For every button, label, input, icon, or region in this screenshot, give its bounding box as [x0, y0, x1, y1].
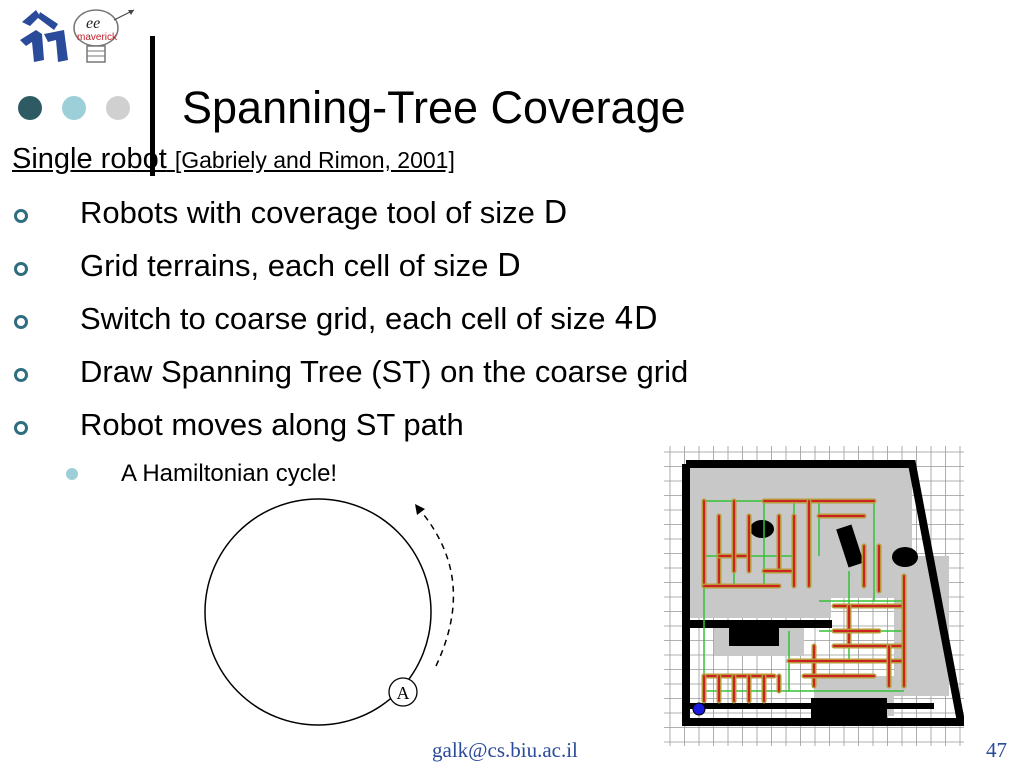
- university-logo: [14, 4, 144, 74]
- bullet-text: Draw Spanning Tree (ST) on the coarse grid: [80, 354, 689, 389]
- bullet-text: Switch to coarse grid, each cell of size: [80, 301, 615, 336]
- bullet-ring-icon: [14, 315, 28, 329]
- sub-bullet-dot-icon: [66, 468, 78, 480]
- start-node-label: A: [396, 683, 410, 703]
- bullet-text: Robots with coverage tool of size: [80, 195, 544, 230]
- logo-hebrew-mark: [20, 10, 68, 62]
- bullet-text: Grid terrains, each cell of size: [80, 248, 497, 283]
- bullet-text: Robot moves along ST path: [80, 407, 464, 442]
- decor-dot-gray: [106, 96, 130, 120]
- bullet-symbol: D: [543, 195, 568, 231]
- obstacle-areas: [686, 468, 949, 716]
- logo-text-ee: ee: [86, 15, 101, 32]
- subtitle-main: Single robot: [12, 143, 167, 175]
- slide-title: Spanning-Tree Coverage: [182, 82, 686, 133]
- robot-start-marker: [693, 703, 705, 715]
- arrow-head-icon: [415, 504, 425, 515]
- decor-dot-teal: [62, 96, 86, 120]
- sub-bullet-text: A Hamiltonian cycle!: [121, 460, 338, 487]
- hamiltonian-cycle-diagram: [196, 496, 476, 726]
- bullet-ring-icon: [14, 209, 28, 223]
- bullet-ring-icon: [14, 262, 28, 276]
- bullet-ring-icon: [14, 421, 28, 435]
- cycle-direction-arrow: [420, 510, 453, 666]
- footer-email: galk@cs.biu.ac.il: [432, 738, 578, 762]
- subtitle-citation: [Gabriely and Rimon, 2001]: [174, 147, 455, 173]
- bullet-ring-icon: [14, 368, 28, 382]
- decor-dot-dark: [18, 96, 42, 120]
- coverage-grid-figure: [664, 446, 964, 746]
- logo-text-maverick: maverick: [77, 32, 118, 43]
- slide-subtitle: [12, 143, 455, 176]
- bullet-symbol: 4D: [614, 301, 658, 337]
- bullet-symbol: D: [496, 248, 521, 284]
- page-number: 47: [986, 738, 1007, 762]
